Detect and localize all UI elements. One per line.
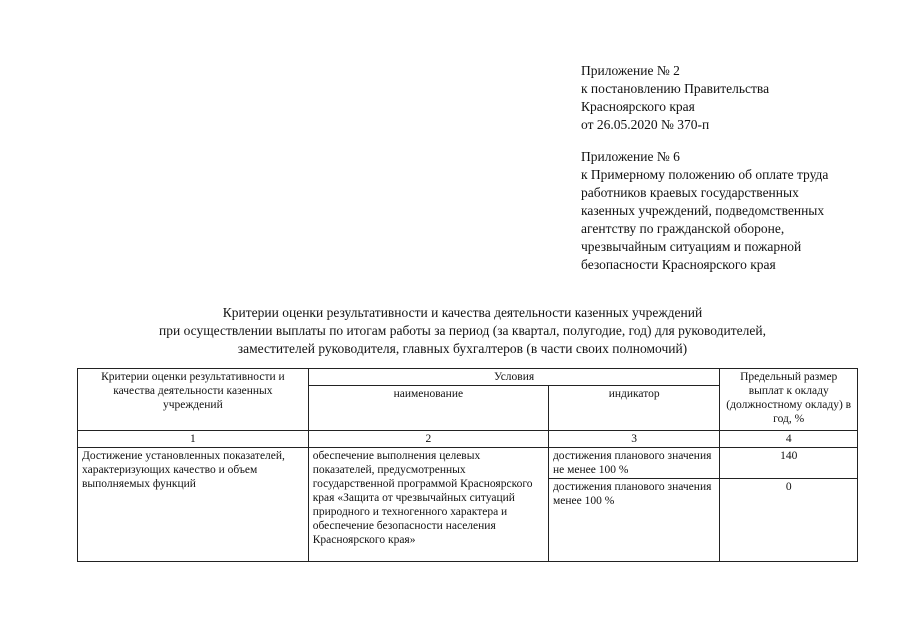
- title-line: заместителей руководителя, главных бухгалтеров (в части своих полномочий): [237, 341, 688, 356]
- criteria-table: [77, 368, 858, 562]
- column-number: 1: [78, 431, 309, 448]
- column-number: 4: [720, 431, 858, 448]
- row-value: 140: [720, 448, 858, 479]
- row-indicator: достижения планового значения менее 100 %: [548, 479, 719, 562]
- appendix-line: Красноярского края: [581, 99, 695, 114]
- appendix-line: казенных учреждений, подведомственных: [581, 203, 825, 218]
- column-number: 2: [308, 431, 548, 448]
- appendix-line: Приложение № 2: [581, 63, 680, 78]
- appendix-6-header: [581, 148, 881, 274]
- appendix-line: чрезвычайным ситуациям и пожарной: [581, 239, 802, 254]
- appendix-line: к Примерному положению об оплате труда: [581, 167, 829, 182]
- appendix-2-header: [581, 62, 881, 134]
- appendix-line: Приложение № 6: [581, 149, 680, 164]
- document-title: [60, 304, 865, 358]
- table-header-row: [78, 369, 858, 386]
- header-max-payment: Предельный размер выплат к окладу (должностному окладу) в год, %: [720, 369, 858, 431]
- appendix-line: к постановлению Правительства: [581, 81, 770, 96]
- header-criteria: Критерии оценки результативности и качества деятельности казенных учреждений: [78, 369, 309, 431]
- appendix-line: от 26.05.2020 № 370-п: [581, 117, 710, 132]
- appendix-line: агентству по гражданской обороне,: [581, 221, 785, 236]
- row-indicator: достижения планового значения не менее 100 %: [548, 448, 719, 479]
- row-value: 0: [720, 479, 858, 562]
- row-name: обеспечение выполнения целевых показателей, предусмотренных государственной программой Красноярского края «Защита от чрезвычайных ситуаций природного и техногенного характера и обеспечение безопасности населения Красноярского края»: [308, 448, 548, 562]
- title-line: при осуществлении выплаты по итогам работы за период (за квартал, полугодие, год) для руководителей,: [159, 323, 766, 338]
- header-indicator: индикатор: [548, 386, 719, 431]
- column-number-row: [78, 431, 858, 448]
- appendix-line: работников краевых государственных: [581, 185, 799, 200]
- header-conditions: Условия: [308, 369, 720, 386]
- title-line: Критерии оценки результативности и качества деятельности казенных учреждений: [222, 305, 703, 320]
- row-criteria: Достижение установленных показателей, характеризующих качество и объем выполняемых функций: [78, 448, 309, 562]
- table-row: [78, 448, 858, 479]
- column-number: 3: [548, 431, 719, 448]
- appendix-line: безопасности Красноярского края: [581, 257, 776, 272]
- header-name: наименование: [308, 386, 548, 431]
